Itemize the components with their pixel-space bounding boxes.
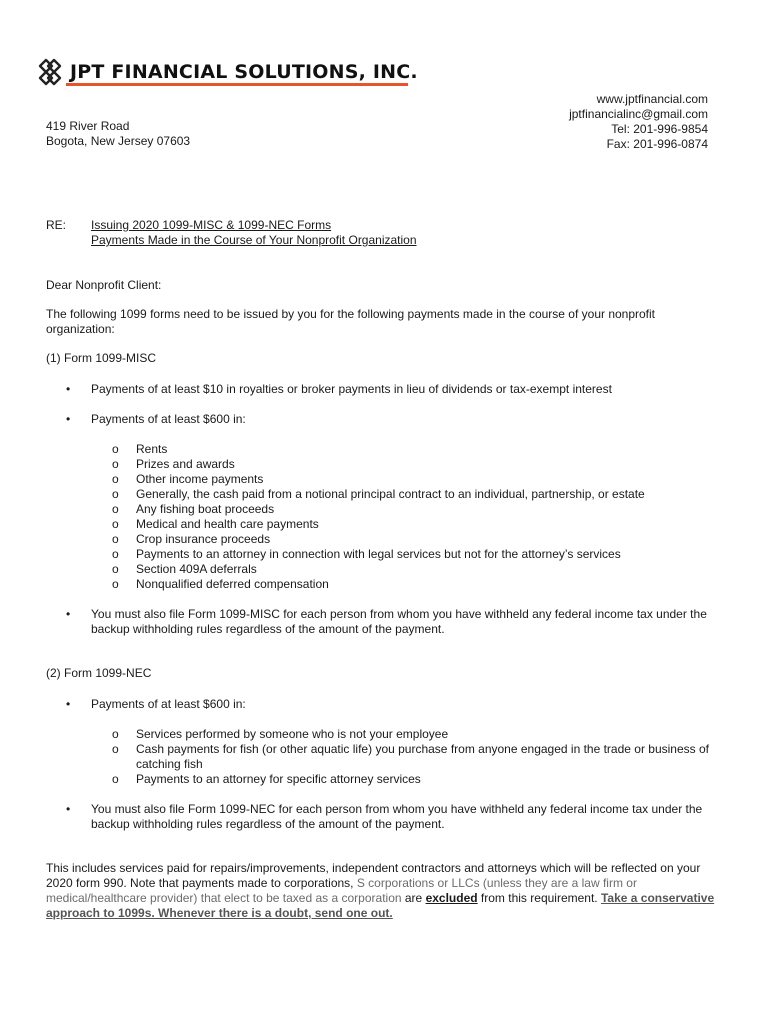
circle-bullet-icon: o (112, 727, 119, 741)
bullet-text: Payments of at least $600 in: (91, 412, 246, 426)
closing-text-1: This includes services paid for repairs/improvements, independent contractors and attorneys which will be reflected on your 2020 form 990. Note that payments made to corporations, (46, 861, 701, 890)
list-item: o Payments to an attorney in connection with legal services but not for the attorney’s services (112, 547, 621, 561)
phone-number: Tel: 201-996-9854 (611, 122, 708, 136)
closing-paragraph (46, 861, 722, 921)
bullet-text: Payments of at least $10 in royalties or broker payments in lieu of dividends or tax-exempt interest (91, 382, 612, 396)
address-line-2: Bogota, New Jersey 07603 (46, 134, 191, 148)
subject-block (91, 218, 417, 248)
list-item: o Crop insurance proceeds (112, 532, 271, 546)
contact-block (569, 92, 708, 152)
list-item: o Any fishing boat proceeds (112, 502, 275, 516)
list-item: o Cash payments for fish (or other aquatic life) you purchase from anyone engaged in the trade or business of catching fish (112, 742, 709, 771)
circle-bullet-icon: o (112, 577, 119, 591)
circle-bullet-icon: o (112, 472, 119, 486)
re-label: RE: (46, 218, 67, 232)
circle-bullet-icon: o (112, 487, 119, 501)
list-item: o Section 409A deferrals (112, 562, 257, 576)
company-name: JPT FINANCIAL SOLUTIONS, INC. (70, 61, 418, 83)
website-link[interactable]: www.jptfinancial.com (596, 92, 708, 106)
bullet-text: Payments of at least $600 in: (91, 697, 246, 711)
list-item: o Services performed by someone who is not your employee (112, 727, 449, 741)
section-heading-nec: (2) Form 1099-NEC (46, 666, 152, 680)
closing-text-3: are (401, 891, 426, 905)
logo-underline (66, 83, 408, 86)
misc-sublist (112, 442, 727, 592)
logo-knot-icon (36, 58, 64, 86)
circle-bullet-icon: o (112, 442, 119, 456)
email-link[interactable]: jptfinancialinc@gmail.com (569, 107, 708, 121)
excluded-emphasis: excluded (425, 891, 478, 905)
subject-line-1: Issuing 2020 1099-MISC & 1099-NEC Forms (91, 218, 332, 232)
circle-bullet-icon: o (112, 502, 119, 516)
address-line-1: 419 River Road (46, 119, 130, 133)
fax-number: Fax: 201-996-0874 (606, 137, 708, 151)
list-item: o Other income payments (112, 472, 264, 486)
salutation: Dear Nonprofit Client: (46, 278, 162, 292)
bullet-icon: • (66, 412, 71, 426)
circle-bullet-icon: o (112, 547, 119, 561)
company-logo (36, 58, 418, 86)
list-item: o Payments to an attorney for specific attorney services (112, 772, 421, 786)
bullet-text: You must also file Form 1099-NEC for each person from whom you have withheld any federal income tax under the backup withholding rules regardless of the amount of the payment. (91, 802, 703, 831)
list-item: o Rents (112, 442, 168, 456)
list-item: o Generally, the cash paid from a notional principal contract to an individual, partnership, or estate (112, 487, 645, 501)
closing-text-gray: S corporations or LLCs (unless they are a law firm or medical/healthcare provider) that elect to be taxed as a corporation (46, 876, 637, 905)
circle-bullet-icon: o (112, 517, 119, 531)
circle-bullet-icon: o (112, 562, 119, 576)
conservative-approach-note: Take a conservative approach to 1099s. Whenever there is a doubt, send one out. (46, 891, 715, 920)
circle-bullet-icon: o (112, 772, 119, 786)
address-block (46, 119, 190, 149)
closing-text-4: from this requirement. (477, 891, 601, 905)
circle-bullet-icon: o (112, 457, 119, 471)
subject-line-2: Payments Made in the Course of Your Nonprofit Organization (91, 233, 417, 247)
bullet-icon: • (66, 607, 71, 621)
circle-bullet-icon: o (112, 742, 119, 756)
bullet-icon: • (66, 802, 71, 816)
bullet-text: You must also file Form 1099-MISC for each person from whom you have withheld any federal income tax under the backup withholding rules regardless of the amount of the payment. (91, 607, 707, 636)
list-item: o Medical and health care payments (112, 517, 319, 531)
section-heading-misc: (1) Form 1099-MISC (46, 351, 157, 365)
bullet-icon: • (66, 697, 71, 711)
list-item: o Prizes and awards (112, 457, 235, 471)
intro-paragraph: The following 1099 forms need to be issued by you for the following payments made in the course of your nonprofit organization: (46, 307, 656, 336)
nec-sublist (112, 727, 727, 787)
circle-bullet-icon: o (112, 532, 119, 546)
bullet-icon: • (66, 382, 71, 396)
list-item: o Nonqualified deferred compensation (112, 577, 329, 591)
